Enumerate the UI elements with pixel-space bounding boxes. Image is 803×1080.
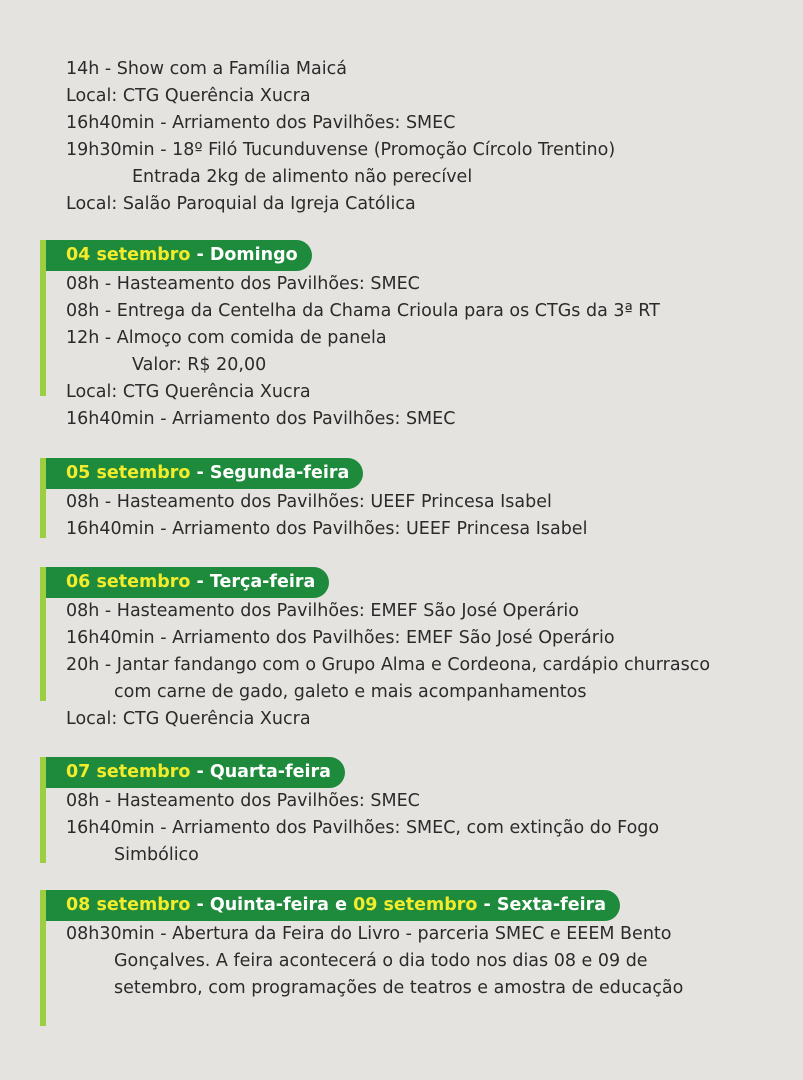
header-date: 08 setembro [66, 895, 191, 915]
header-conjunction: e [329, 895, 354, 915]
schedule-line: 16h40min - Arriamento dos Pavilhões: UEEF Princesa Isabel [66, 519, 588, 539]
header-date: 04 setembro [66, 245, 191, 265]
schedule-line: 14h - Show com a Família Maicá [66, 59, 347, 79]
day-header [40, 890, 620, 921]
section-items [40, 489, 760, 543]
schedule-line: Gonçalves. A feira acontecerá o dia todo nos dias 08 e 09 de [114, 951, 648, 971]
day-section [40, 567, 760, 733]
day-section [40, 757, 760, 869]
schedule-line: Valor: R$ 20,00 [132, 355, 267, 375]
schedule-line: Local: Salão Paroquial da Igreja Católica [66, 194, 416, 214]
header-weekday: - Sexta-feira [477, 895, 607, 915]
section-items [40, 788, 760, 869]
section-items [40, 271, 760, 433]
header-weekday: - Domingo [190, 245, 298, 265]
section-items [40, 921, 760, 1002]
day-header [40, 757, 345, 788]
day-section [40, 890, 760, 1002]
schedule-line: setembro, com programações de teatros e amostra de educação [114, 978, 684, 998]
schedule-line: 16h40min - Arriamento dos Pavilhões: SMEC [66, 409, 456, 429]
header-date: 07 setembro [66, 762, 191, 782]
header-weekday: - Quinta-feira [190, 895, 329, 915]
schedule-line: 20h - Jantar fandango com o Grupo Alma e Cordeona, cardápio churrasco [66, 655, 711, 675]
schedule-line: Local: CTG Querência Xucra [66, 709, 311, 729]
schedule-line: Simbólico [114, 845, 199, 865]
schedule-line: Local: CTG Querência Xucra [66, 382, 311, 402]
schedule-line: Entrada 2kg de alimento não perecível [132, 167, 473, 187]
schedule-line: 08h30min - Abertura da Feira do Livro - parceria SMEC e EEEM Bento [66, 924, 672, 944]
header-weekday: - Terça-feira [190, 572, 316, 592]
section-items [40, 598, 760, 733]
schedule-line: com carne de gado, galeto e mais acompanhamentos [114, 682, 587, 702]
day-header [40, 458, 363, 489]
schedule-line: 08h - Hasteamento dos Pavilhões: SMEC [66, 274, 420, 294]
schedule-line: 08h - Entrega da Centelha da Chama Crioula para os CTGs da 3ª RT [66, 301, 660, 321]
header-weekday: - Quarta-feira [190, 762, 331, 782]
schedule-line: 19h30min - 18º Filó Tucunduvense (Promoção Círcolo Trentino) [66, 140, 616, 160]
header-date: 05 setembro [66, 463, 191, 483]
day-section [40, 458, 760, 543]
day-header [40, 567, 329, 598]
schedule-line: 08h - Hasteamento dos Pavilhões: EMEF São José Operário [66, 601, 579, 621]
day-header [40, 240, 312, 271]
header-date: 09 setembro [353, 895, 478, 915]
schedule-line: 08h - Hasteamento dos Pavilhões: UEEF Princesa Isabel [66, 492, 552, 512]
schedule-line: 16h40min - Arriamento dos Pavilhões: EMEF São José Operário [66, 628, 615, 648]
header-date: 06 setembro [66, 572, 191, 592]
schedule-line: 08h - Hasteamento dos Pavilhões: SMEC [66, 791, 420, 811]
schedule-line: 16h40min - Arriamento dos Pavilhões: SMEC [66, 113, 456, 133]
schedule-line: 16h40min - Arriamento dos Pavilhões: SMEC, com extinção do Fogo [66, 818, 660, 838]
schedule-line: 12h - Almoço com comida de panela [66, 328, 387, 348]
header-weekday: - Segunda-feira [190, 463, 350, 483]
intro-block [66, 56, 615, 218]
day-section [40, 240, 760, 433]
schedule-line: Local: CTG Querência Xucra [66, 86, 311, 106]
